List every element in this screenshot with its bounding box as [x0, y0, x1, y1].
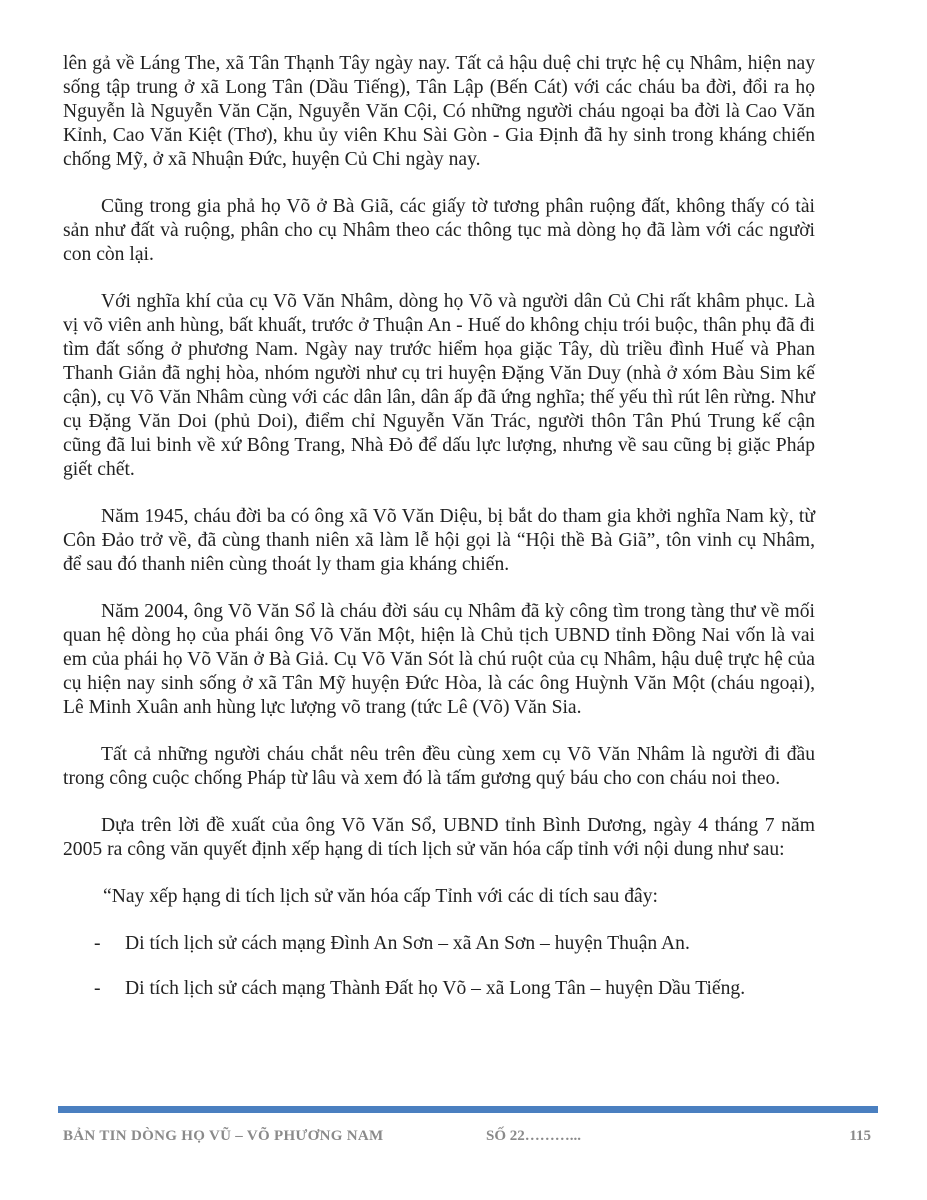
footer-publication-title: BẢN TIN DÒNG HỌ VŨ – VÕ PHƯƠNG NAM: [63, 1128, 384, 1144]
paragraph-5: Năm 2004, ông Võ Văn Sổ là cháu đời sáu cụ Nhâm đã kỳ công tìm trong tàng thư về mối quan hệ dòng họ của phái ông Võ Văn Một, hiện là Chủ tịch UBND tỉnh Đồng Nai vốn là vai em của phái họ Võ Văn ở Bà Giả. Cụ Võ Văn Sót là chú ruột của cụ Nhâm, hậu duệ trực hệ của cụ hiện nay sinh sống ở xã Tân Mỹ huyện Đức Hòa, là các ông Huỳnh Văn Một (cháu ngoại), Lê Minh Xuân anh hùng lực lượng võ trang (tức Lê (Võ) Văn Sia.: [63, 601, 815, 718]
page-body: [63, 52, 815, 1022]
paragraph-6: Tất cả những người cháu chắt nêu trên đều cùng xem cụ Võ Văn Nhâm là người đi đầu trong công cuộc chống Pháp từ lâu và xem đó là tấm gương quý báu cho con cháu noi theo.: [63, 744, 815, 789]
page-footer: [63, 1128, 871, 1152]
list-item-text: Di tích lịch sử cách mạng Đình An Sơn – xã An Sơn – huyện Thuận An.: [125, 933, 690, 954]
paragraph-1: lên gả về Láng The, xã Tân Thạnh Tây ngày nay. Tất cả hậu duệ chi trực hệ cụ Nhâm, hiện nay sống tập trung ở xã Long Tân (Dầu Tiếng), Tân Lập (Bến Cát) với các cháu ba đời, đổi ra họ Nguyễn là Nguyễn Văn Cặn, Nguyễn Văn Cội, Có những người cháu ngoại ba đời là Cao Văn Kỉnh, Cao Văn Kiệt (Thơ), khu ủy viên Khu Sài Gòn - Gia Định đã hy sinh trong kháng chiến chống Mỹ, ở xã Nhuận Đức, huyện Củ Chi ngày nay.: [63, 53, 815, 170]
list-item-text: Di tích lịch sử cách mạng Thành Đất họ Võ – xã Long Tân – huyện Dầu Tiếng.: [125, 978, 746, 999]
page-number: 115: [849, 1128, 871, 1144]
list-item: [63, 932, 815, 956]
footer-rule: [58, 1106, 878, 1113]
list-item: [63, 977, 815, 1001]
decision-quote: “Nay xếp hạng di tích lịch sử văn hóa cấp Tỉnh với các di tích sau đây:: [103, 886, 658, 907]
paragraph-2: Cũng trong gia phả họ Võ ở Bà Giã, các giấy tờ tương phân ruộng đất, không thấy có tài sản như đất và ruộng, phân cho cụ Nhâm theo các thông tục mà dòng họ đã làm với các người con còn lại.: [63, 196, 815, 265]
list-dash: -: [94, 933, 101, 954]
footer-issue-number: SỐ 22………...: [486, 1128, 582, 1144]
list-dash: -: [94, 978, 101, 999]
paragraph-7: Dựa trên lời đề xuất của ông Võ Văn Sổ, UBND tỉnh Bình Dương, ngày 4 tháng 7 năm 2005 ra công văn quyết định xếp hạng di tích lịch sử văn hóa cấp tỉnh với nội dung như sau:: [63, 815, 815, 860]
paragraph-3: Với nghĩa khí của cụ Võ Văn Nhâm, dòng họ Võ và người dân Củ Chi rất khâm phục. Là vị võ viên anh hùng, bất khuất, trước ở Thuận An - Huế do không chịu trói buộc, thân phụ đã đi tìm đất sống ở phương Nam. Ngày nay trước hiểm họa giặc Tây, dù triều đình Huế và Phan Thanh Giản đã nghị hòa, nhóm người như cụ tri huyện Đặng Văn Duy (nhà ở xóm Bàu Sim kế cận), cụ Võ Văn Nhâm cùng với các dân lân, dân ấp đã ứng nghĩa; thế yếu thì rút lên rừng. Như cụ Đặng Văn Doi (phủ Doi), điểm chỉ Nguyễn Văn Trác, người thôn Tân Phú Trung kế cận cũng đã lui binh về xứ Bông Trang, Nhà Đỏ để dấu lực lượng, nhưng về sau cũng bị giặc Pháp giết chết.: [63, 291, 815, 480]
paragraph-4: Năm 1945, cháu đời ba có ông xã Võ Văn Diệu, bị bắt do tham gia khởi nghĩa Nam kỳ, từ Côn Đảo trở về, đã cùng thanh niên xã làm lễ hội gọi là “Hội thề Bà Giã”, tôn vinh cụ Nhâm, để sau đó thanh niên cùng thoát ly tham gia kháng chiến.: [63, 506, 815, 575]
